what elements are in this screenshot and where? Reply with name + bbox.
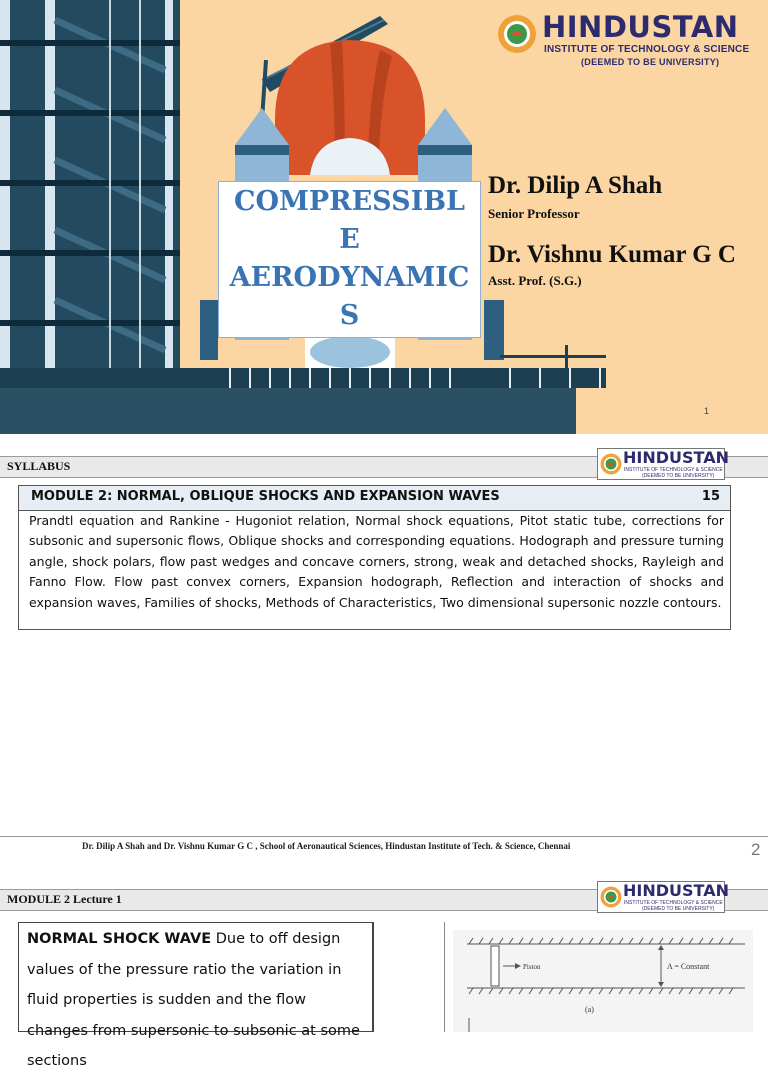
course-title-box xyxy=(218,181,481,338)
institute-name: HINDUSTAN xyxy=(623,881,729,900)
figure-caption: (a) xyxy=(585,1005,594,1014)
footer-text: Dr. Dilip A Shah and Dr. Vishnu Kumar G C , School of Aeronautical Sciences, Hindustan Institute of Tech. & Science, Chennai xyxy=(82,841,571,851)
title-slide xyxy=(0,0,768,434)
piston-label: Piston xyxy=(523,963,541,971)
course-title-line: COMPRESSIBL xyxy=(233,186,466,217)
section-title: NORMAL SHOCK WAVE xyxy=(27,931,212,947)
module-content: Prandtl equation and Rankine - Hugoniot relation, Normal shock equations, Pitot static tube, corrections for subsonic and supersonic flows, Oblique shocks and corresponding equations. Hodograph and pressure turning angle, shock polars, flow past wedges and concave corners, strong, weak and detached shocks, Rayleigh and Fanno Flow. Flow past convex corners, Expansion hodograph, Reflection and interaction of shocks and expansion waves, Families of shocks, Methods of Characteristics, Two dimensional supersonic nozzle contours. xyxy=(29,513,724,610)
author-role: Asst. Prof. (S.G.) xyxy=(488,273,582,288)
slide-header-title: SYLLABUS xyxy=(7,459,71,473)
course-title-line: AERODYNAMIC xyxy=(229,262,470,293)
author-name: Dr. Vishnu Kumar G C xyxy=(488,241,736,268)
institute-name: HINDUSTAN xyxy=(623,448,729,467)
institute-subtitle: INSTITUTE OF TECHNOLOGY & SCIENCE xyxy=(544,44,750,55)
piston-tube-diagram xyxy=(445,922,761,1032)
institute-logo xyxy=(597,448,729,480)
piston-tube-figure xyxy=(444,922,761,1032)
module-header xyxy=(19,486,730,511)
institute-logo xyxy=(597,881,729,913)
normal-shock-description xyxy=(27,924,367,1077)
footer-divider xyxy=(0,836,768,837)
author-name: Dr. Dilip A Shah xyxy=(488,172,663,199)
institute-status: (DEEMED TO BE UNIVERSITY) xyxy=(642,906,715,912)
institute-emblem-icon xyxy=(497,14,537,54)
module-title: MODULE 2: NORMAL, OBLIQUE SHOCKS AND EXPANSION WAVES xyxy=(31,489,500,504)
page-number: 2 xyxy=(751,840,761,859)
institute-subtitle: INSTITUTE OF TECHNOLOGY & SCIENCE xyxy=(624,900,723,906)
normal-shock-text-box xyxy=(18,922,374,1069)
slide-header-title: MODULE 2 Lecture 1 xyxy=(7,892,122,906)
institute-emblem-icon xyxy=(600,886,622,908)
institute-status: (DEEMED TO BE UNIVERSITY) xyxy=(581,57,720,67)
institute-logo xyxy=(497,10,757,70)
syllabus-table xyxy=(18,485,731,630)
course-title-line: E xyxy=(339,224,360,255)
page-number: 1 xyxy=(704,406,710,416)
institute-subtitle: INSTITUTE OF TECHNOLOGY & SCIENCE xyxy=(624,467,723,473)
institute-name: HINDUSTAN xyxy=(542,10,739,44)
institute-emblem-icon xyxy=(600,453,622,475)
course-title-line: S xyxy=(339,300,360,331)
institute-status: (DEEMED TO BE UNIVERSITY) xyxy=(642,473,715,479)
syllabus-slide xyxy=(0,444,768,862)
author-role: Senior Professor xyxy=(488,206,580,221)
area-label: A = Constant xyxy=(667,962,710,971)
piston-shape xyxy=(491,946,499,986)
lecture-slide xyxy=(0,880,768,1069)
section-text: Due to off design values of the pressure ratio the variation in fluid properties is sudden and the flow changes from supersonic to subsonic at some sections xyxy=(27,931,360,1069)
module-hours: 15 xyxy=(701,489,720,504)
